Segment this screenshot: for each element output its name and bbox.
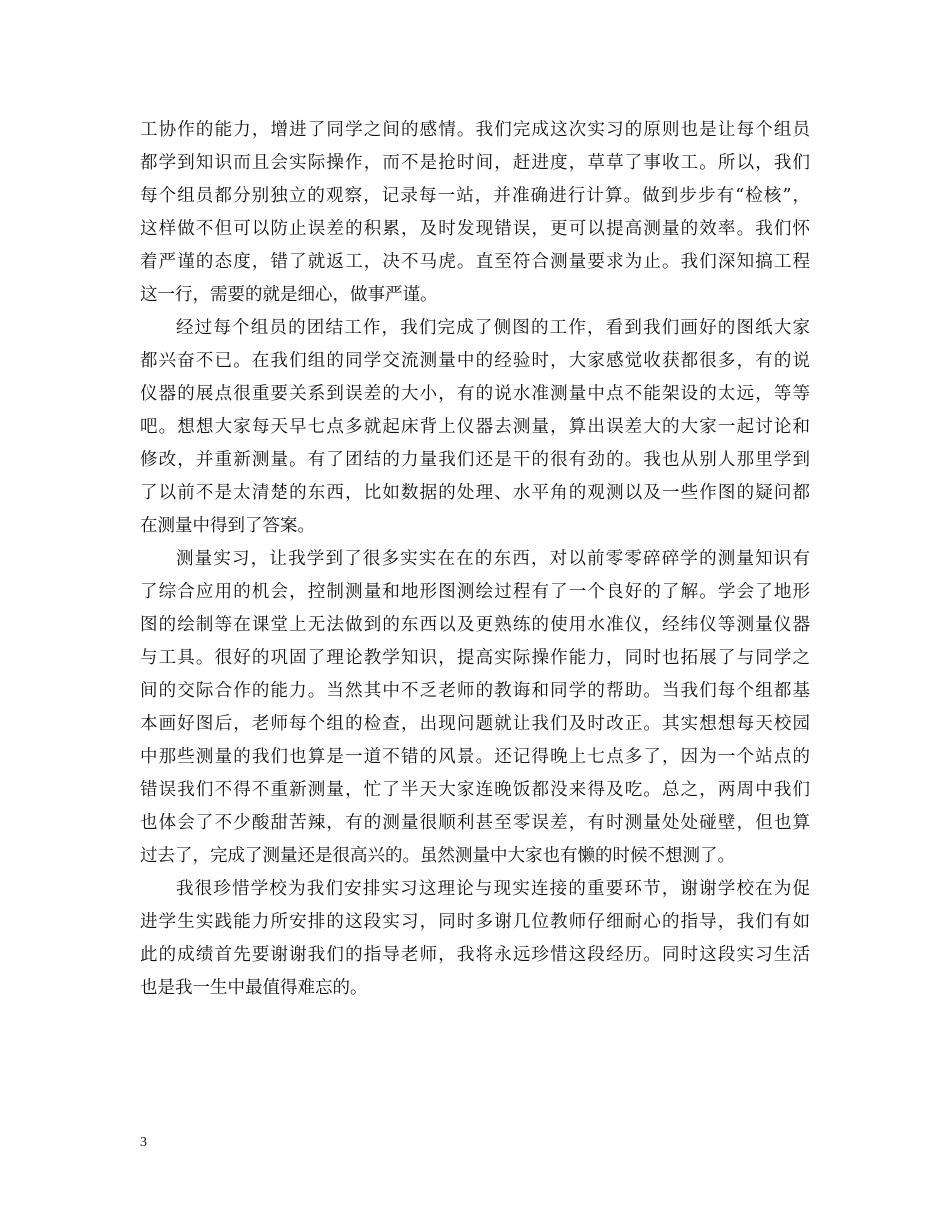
paragraph-gratitude bbox=[140, 873, 810, 1005]
text-line: 错误我们不得不重新测量，忙了半天大家连晚饭都没来得及吃。总之，两周中我们 bbox=[140, 780, 810, 800]
text-line: 进学生实践能力所安排的这段实习，同时多谢几位教师仔细耐心的指导，我们有如 bbox=[140, 912, 810, 932]
text-line: 了以前不是太清楚的东西，比如数据的处理、水平角的观测以及一些作图的疑问都 bbox=[140, 483, 810, 503]
text-line: 每个组员都分别独立的观察，记录每一站，并准确进行计算。做到步步有“检核”， bbox=[140, 186, 810, 206]
text-line: 都兴奋不已。在我们组的同学交流测量中的经验时，大家感觉收获都很多，有的说 bbox=[140, 351, 810, 371]
paragraph-teamwork-continued bbox=[140, 114, 810, 312]
page-number: 3 bbox=[140, 1135, 147, 1150]
text-line: 过去了，完成了测量还是很高兴的。虽然测量中大家也有懒的时候不想测了。 bbox=[140, 846, 735, 866]
text-line: 测量实习，让我学到了很多实实在在的东西，对以前零零碎碎学的测量知识有 bbox=[176, 549, 810, 569]
text-line: 在测量中得到了答案。 bbox=[140, 516, 315, 536]
text-line: 图的绘制等在课堂上无法做到的东西以及更熟练的使用水准仪，经纬仪等测量仪器 bbox=[140, 615, 810, 635]
text-line: 工协作的能力，增进了同学之间的感情。我们完成这次实习的原则也是让每个组员 bbox=[140, 120, 810, 140]
text-line: 也是我一生中最值得难忘的。 bbox=[140, 978, 368, 998]
text-line: 也体会了不少酸甜苦辣，有的测量很顺利甚至零误差，有时测量处处碰壁，但也算 bbox=[140, 813, 810, 833]
paragraph-internship-gains bbox=[140, 543, 810, 873]
text-line: 仪器的展点很重要关系到误差的大小，有的说水准测量中点不能架设的太远，等等 bbox=[140, 384, 810, 404]
document-body bbox=[140, 114, 810, 1005]
text-line: 了综合应用的机会，控制测量和地形图测绘过程有了一个良好的了解。学会了地形 bbox=[140, 582, 810, 602]
text-line: 间的交际合作的能力。当然其中不乏老师的教诲和同学的帮助。当我们每个组都基 bbox=[140, 681, 810, 701]
text-line: 与工具。很好的巩固了理论教学知识，提高实际操作能力，同时也拓展了与同学之 bbox=[140, 648, 810, 668]
text-line: 本画好图后，老师每个组的检查，出现问题就让我们及时改正。其实想想每天校园 bbox=[140, 714, 810, 734]
text-line: 中那些测量的我们也算是一道不错的风景。还记得晚上七点多了，因为一个站点的 bbox=[140, 747, 810, 767]
text-line: 这样做不但可以防止误差的积累，及时发现错误，更可以提高测量的效率。我们怀 bbox=[140, 219, 810, 239]
text-line: 修改，并重新测量。有了团结的力量我们还是干的很有劲的。我也从别人那里学到 bbox=[140, 450, 810, 470]
text-line: 此的成绩首先要谢谢我们的指导老师，我将永远珍惜这段经历。同时这段实习生活 bbox=[140, 945, 810, 965]
text-line: 经过每个组员的团结工作，我们完成了侧图的工作，看到我们画好的图纸大家 bbox=[176, 318, 810, 338]
text-line: 吧。想想大家每天早七点多就起床背上仪器去测量，算出误差大的大家一起讨论和 bbox=[140, 417, 810, 437]
paragraph-team-results bbox=[140, 312, 810, 543]
text-line: 都学到知识而且会实际操作，而不是抢时间，赶进度，草草了事收工。所以，我们 bbox=[140, 153, 810, 173]
text-line: 着严谨的态度，错了就返工，决不马虎。直至符合测量要求为止。我们深知搞工程 bbox=[140, 252, 810, 272]
text-line: 这一行，需要的就是细心，做事严谨。 bbox=[140, 285, 438, 305]
text-line: 我很珍惜学校为我们安排实习这理论与现实连接的重要环节，谢谢学校在为促 bbox=[176, 879, 810, 899]
